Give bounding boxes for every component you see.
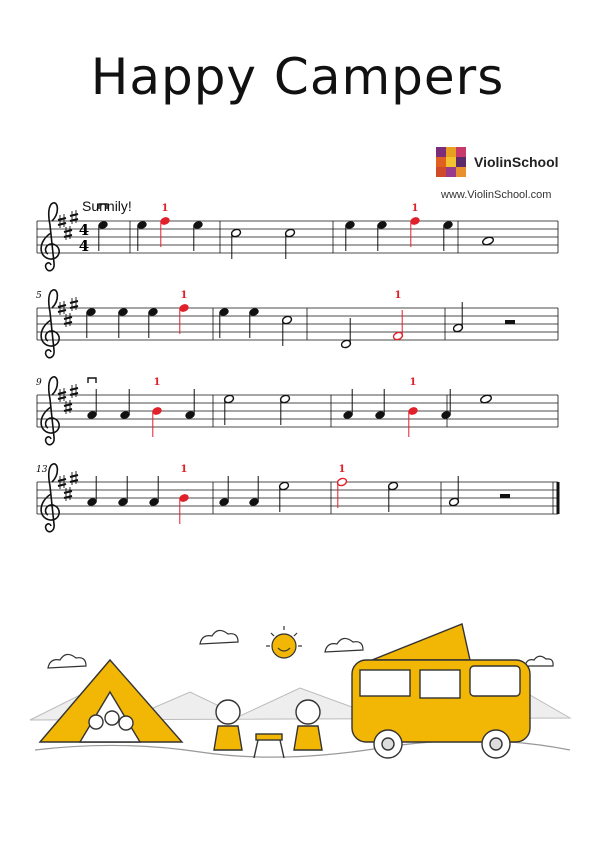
brand-url: www.ViolinSchool.com (441, 189, 552, 201)
time-signature-top: 4 (78, 221, 90, 239)
sun-icon (266, 626, 302, 658)
fingering-number: 1 (409, 377, 417, 388)
sharp-icon (70, 210, 78, 224)
fingering-number: 1 (153, 377, 161, 388)
fingering-number: 1 (180, 464, 188, 475)
brand-name: ViolinSchool (474, 154, 559, 170)
staff-system (36, 290, 558, 358)
sharp-icon (70, 384, 78, 398)
camper-van-icon (352, 624, 530, 758)
tempo-marking: Sunnily! (82, 198, 132, 214)
time-signature-bottom: 4 (78, 237, 90, 255)
sharp-icon (64, 226, 72, 240)
sharp-icon (64, 313, 72, 327)
measure-number: 5 (36, 291, 42, 301)
staff-system (37, 203, 558, 271)
sharp-icon (70, 297, 78, 311)
page-title: Happy Campers (90, 48, 505, 106)
fingering-number: 1 (338, 464, 346, 475)
measure-number: 13 (36, 465, 48, 475)
fingering-number: 1 (161, 203, 169, 214)
measure-number: 9 (36, 378, 42, 388)
down-bow-icon (99, 204, 107, 209)
note-head (480, 394, 493, 404)
fingering-number: 1 (411, 203, 419, 214)
down-bow-icon (88, 378, 96, 383)
half-rest (505, 320, 515, 324)
note-head (482, 236, 495, 246)
staff-system (36, 377, 558, 445)
tent-icon (40, 660, 182, 742)
sharp-icon (64, 487, 72, 501)
half-rest (500, 494, 510, 498)
staff-system (36, 464, 558, 532)
sharp-icon (64, 400, 72, 414)
fingering-number: 1 (394, 290, 402, 301)
camping-illustration (0, 600, 595, 780)
sharp-icon (70, 471, 78, 485)
fingering-number: 1 (180, 290, 188, 301)
